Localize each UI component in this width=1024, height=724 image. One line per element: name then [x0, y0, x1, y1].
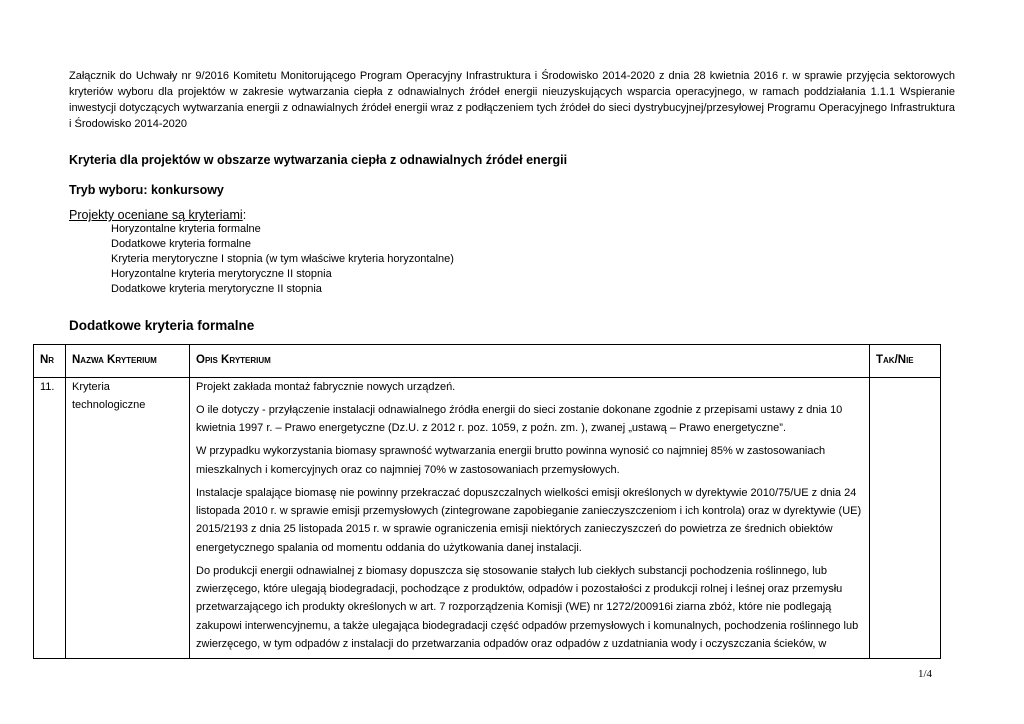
description-paragraph: W przypadku wykorzystania biomasy sprawność wytwarzania energii brutto powinna wynosić co najmniej 85% w zastosowaniach mieszkalnych i komercyjnych oraz co najmniej 70% w zastosowaniach przemysłowych. [196, 445, 826, 476]
cell-name: Kryteria technologiczne [66, 378, 190, 659]
projects-assessed-heading [69, 207, 955, 223]
header-tak-nie: Tak/Nie [870, 345, 941, 378]
section-heading: Dodatkowe kryteria formalne [69, 318, 255, 333]
header-description: Opis Kryterium [190, 345, 870, 378]
attachment-note: Załącznik do Uchwały nr 9/2016 Komitetu Monitorującego Program Operacyjny Infrastruktura i Środowisko 2014-2020 z dnia 28 kwietnia 2016 r. w sprawie przyjęcia sektorowych kryteriów wyboru dla projektów w zakresie wytwarzania ciepła z odnawialnych źródeł energii nieuzyskujących wsparcia operacyjnego, w ramach poddziałania 1.1.1 Wspieranie inwestycji dotyczących wytwarzania energii z odnawialnych źródeł energii wraz z podłączeniem tych źródeł do sieci dystrybucyjnej/przesyłowej Programu Operacyjnego Infrastruktura i Środowisko 2014-2020 [69, 70, 955, 130]
criteria-table [33, 344, 941, 659]
header-nr: Nr [34, 345, 66, 378]
criteria-list-item: Horyzontalne kryteria merytoryczne II stopnia [111, 268, 332, 280]
criteria-list-item: Horyzontalne kryteria formalne [111, 223, 261, 235]
criteria-list [111, 222, 711, 297]
cell-tak-nie [870, 378, 941, 659]
description-paragraph: O ile dotyczy - przyłączenie instalacji odnawialnego źródła energii do sieci zostanie dokonane zgodnie z przepisami ustawy z dnia 10 kwietnia 1997 r. – Prawo energetyczne (Dz.U. z 2012 r. poz. 1059, z poźn. zm. ), zwanej „ustawą – Prawo energetyczne”. [196, 403, 843, 435]
cell-nr: 11. [34, 378, 66, 659]
criteria-list-item: Dodatkowe kryteria formalne [111, 238, 252, 250]
criteria-heading: Kryteria dla projektów w obszarze wytwarzania ciepła z odnawialnych źródeł energii [69, 153, 568, 167]
description-paragraph: Projekt zakłada montaż fabrycznie nowych urządzeń. [196, 381, 456, 393]
description-paragraph: Instalacje spalające biomasę nie powinny przekraczać dopuszczalnych wielkości emisji określonych w dyrektywie 2010/75/UE z dnia 24 listopada 2010 r. w sprawie emisji przemysłowych (zintegrowane zapobieganie zanieczyszczeniom i ich kontrola) oraz w dyrektywie (UE) 2015/2193 z dnia 25 listopada 2015 r. w sprawie ograniczenia emisji niektórych zanieczyszczeń do powietrza ze średnich obiektów energetycznego spalania od momentu oddania do użytkowania danej instalacji. [196, 486, 862, 554]
criteria-list-item: Kryteria merytoryczne I stopnia (w tym właściwe kryteria horyzontalne) [111, 253, 454, 265]
cell-description [190, 378, 870, 659]
header-name: Nazwa Kryterium [66, 345, 190, 378]
criteria-list-item: Dodatkowe kryteria merytoryczne II stopnia [111, 283, 322, 295]
page-number: 1/4 [918, 668, 933, 680]
description-paragraph: Do produkcji energii odnawialnej z biomasy dopuszcza się stosowanie stałych lub ciekłych substancji pochodzenia roślinnego, lub zwierzęcego, które ulegają biodegradacji, pochodzące z produktów, odpadów i pozostałości z produkcji rolnej i leśnej oraz przemysłu przetwarzającego ich produkty określonych w art. 7 rozporządzenia Komisji (WE) nr 1272/200916i ziarna zbóż, które nie podlegają zakupowi interwencyjnemu, a także ulegająca biodegradacji część odpadów przemysłowych i komunalnych, pochodzenia roślinnego lub zwierzęcego, w tym odpadów z instalacji do przetwarzania odpadów oraz odpadów z uzdatniania wody i oczyszczania ścieków, w [196, 564, 859, 651]
selection-mode: Tryb wyboru: konkursowy [69, 183, 224, 197]
projects-assessed-label: Projekty oceniane są kryteriami [69, 208, 243, 222]
table-header-row [34, 345, 941, 378]
projects-assessed-colon: : [242, 208, 247, 222]
table-row [34, 378, 941, 659]
